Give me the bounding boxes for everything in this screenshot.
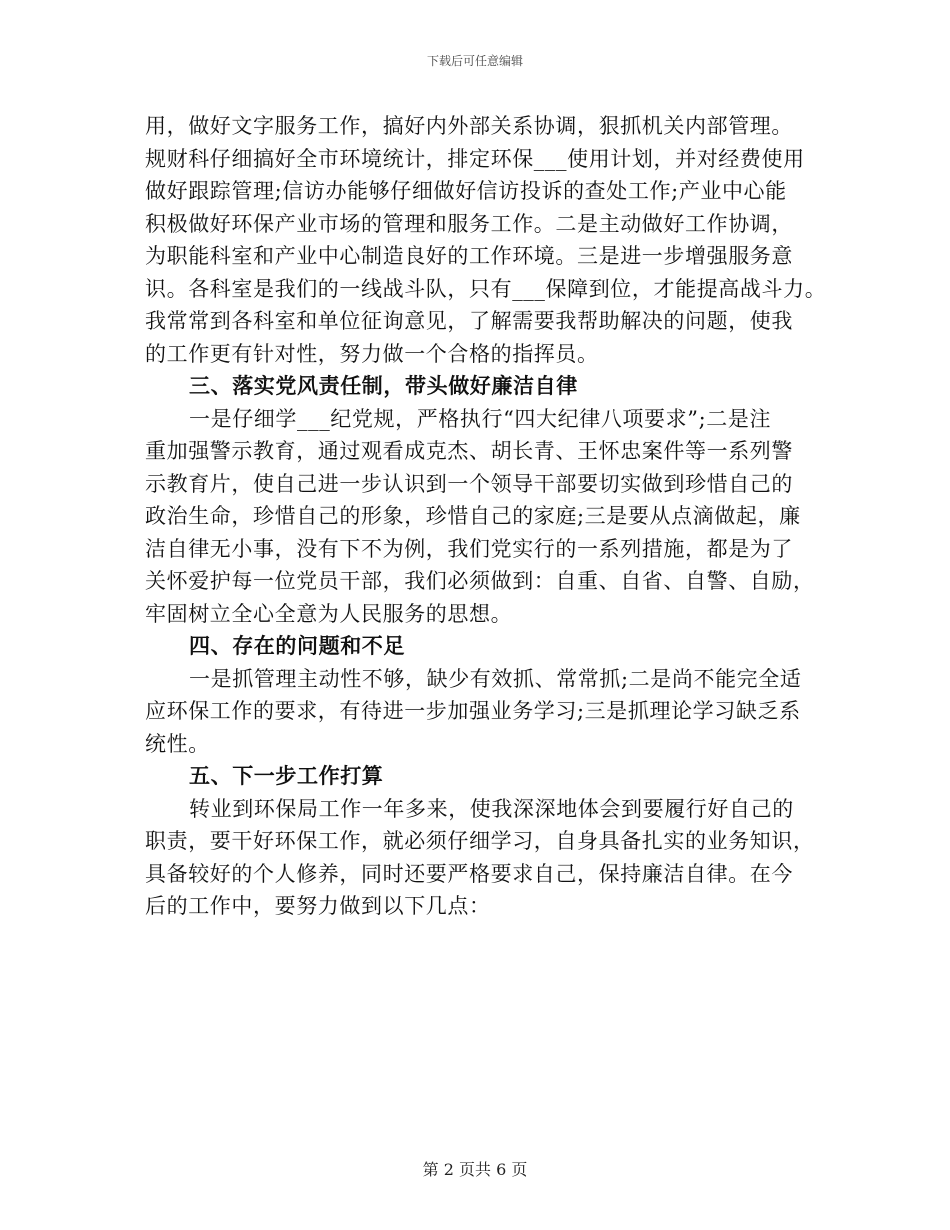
- paragraph-line: 关怀爱护每一位党员干部，我们必须做到：自重、自省、自警、自励，: [145, 569, 815, 593]
- paragraph-line: 为职能科室和产业中心制造良好的工作环境。三是进一步增强服务意: [145, 244, 793, 268]
- paragraph-line: 政治生命，珍惜自己的形象，珍惜自己的家庭;三是要从点滴做起，廉: [145, 504, 801, 528]
- section-heading: 四、存在的问题和不足: [189, 633, 405, 658]
- paragraph-line: 做好跟踪管理;信访办能够仔细做好信访投诉的查处工作;产业中心能: [145, 179, 787, 203]
- paragraph-line: 应环保工作的要求，有待进一步加强业务学习;三是抓理论学习缺乏系: [145, 699, 801, 723]
- paragraph-line: 统性。: [145, 731, 210, 756]
- paragraph-line: 后的工作中，要努力做到以下几点：: [145, 894, 491, 918]
- document-body: [145, 110, 835, 923]
- paragraph-line: 示教育片，使自己进一步认识到一个领导干部要切实做到珍惜自己的: [145, 471, 793, 496]
- paragraph-line: 职责，要干好环保工作，就必须仔细学习，自身具备扎实的业务知识，: [145, 829, 815, 853]
- section-heading: 五、下一步工作打算: [189, 763, 384, 788]
- page-header: 下载后可任意编辑: [426, 54, 523, 68]
- paragraph-line: 具备较好的个人修养，同时还要严格要求自己，保持廉洁自律。在今: [145, 861, 793, 886]
- paragraph-line: 重加强警示教育，通过观看成克杰、胡长青、王怀忠案件等一系列警: [145, 439, 793, 463]
- paragraph-line: 识。各科室是我们的一线战斗队，只有___保障到位，才能提高战斗力。: [145, 276, 827, 301]
- paragraph-line: 一是仔细学___纪党规，严格执行“四大纪律八项要求”;二是注: [189, 406, 772, 431]
- paragraph-line: 的工作更有针对性，努力做一个合格的指挥员。: [145, 341, 599, 366]
- paragraph-line: 牢固树立全心全意为人民服务的思想。: [145, 601, 513, 626]
- paragraph-line: 洁自律无小事，没有下不为例，我们党实行的一系列措施，都是为了: [145, 536, 793, 561]
- paragraph-line: 用，做好文字服务工作，搞好内外部关系协调，狠抓机关内部管理。: [145, 114, 793, 138]
- paragraph-line: 我常常到各科室和单位征询意见，了解需要我帮助解决的问题，使我: [145, 309, 793, 333]
- section-heading: 三、落实党风责任制，带头做好廉洁自律: [189, 373, 578, 398]
- paragraph-line: 转业到环保局工作一年多来，使我深深地体会到要履行好自己的: [189, 796, 794, 821]
- paragraph-line: 积极做好环保产业市场的管理和服务工作。二是主动做好工作协调，: [145, 211, 793, 236]
- paragraph-line: 规财科仔细搞好全市环境统计，排定环保___使用计划，并对经费使用: [145, 146, 805, 171]
- paragraph-line: 一是抓管理主动性不够，缺少有效抓、常常抓;二是尚不能完全适: [189, 666, 802, 691]
- page-number-footer: 第 2 页共 6 页: [422, 1160, 528, 1179]
